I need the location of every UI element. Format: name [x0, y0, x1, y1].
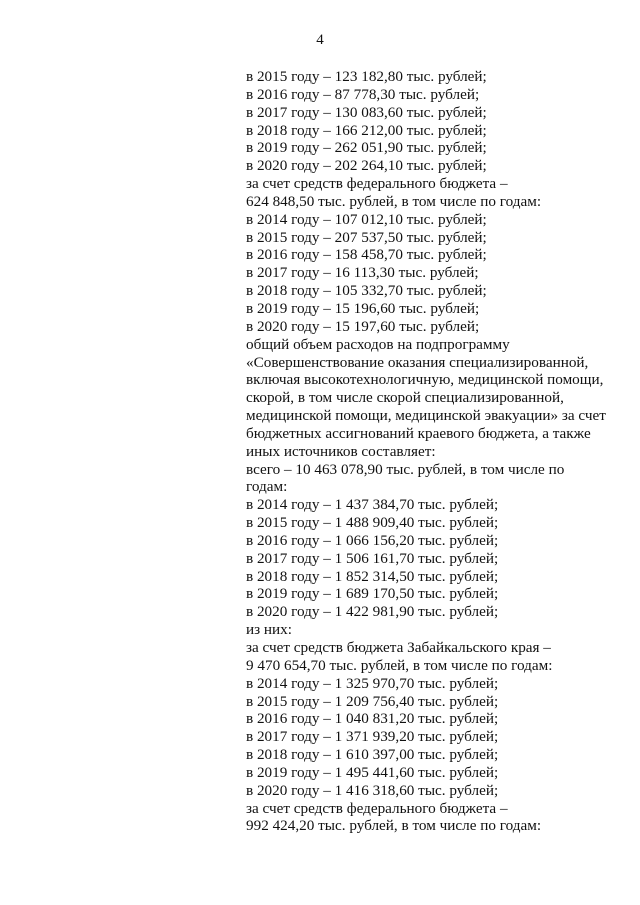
- text-line: в 2019 году – 262 051,90 тыс. рублей;: [246, 139, 487, 157]
- text-line: «Совершенствование оказания специализированной,: [246, 353, 589, 371]
- text-line: годам:: [246, 478, 288, 496]
- text-line: всего – 10 463 078,90 тыс. рублей, в том числе по: [246, 460, 565, 478]
- text-line: в 2017 году – 16 113,30 тыс. рублей;: [246, 264, 479, 282]
- text-line: в 2015 году – 1 209 756,40 тыс. рублей;: [246, 692, 499, 710]
- text-line: в 2020 году – 1 416 318,60 тыс. рублей;: [246, 781, 499, 799]
- budget-text-block: [246, 68, 626, 835]
- text-line: в 2018 году – 105 332,70 тыс. рублей;: [246, 282, 487, 300]
- text-line: медицинской помощи, медицинской эвакуации» за счет: [246, 407, 606, 425]
- text-line: в 2019 году – 1 689 170,50 тыс. рублей;: [246, 585, 499, 603]
- text-line: из них:: [246, 621, 292, 639]
- text-line: в 2020 году – 202 264,10 тыс. рублей;: [246, 157, 487, 175]
- text-line: за счет средств бюджета Забайкальского края –: [246, 639, 551, 656]
- text-line: в 2015 году – 207 537,50 тыс. рублей;: [246, 228, 487, 246]
- text-line: в 2014 году – 1 437 384,70 тыс. рублей;: [246, 496, 499, 514]
- text-line: в 2014 году – 1 325 970,70 тыс. рублей;: [246, 674, 499, 692]
- text-line: в 2020 году – 1 422 981,90 тыс. рублей;: [246, 603, 499, 621]
- text-line: за счет средств федерального бюджета –: [246, 175, 508, 193]
- text-line: в 2017 году – 1 371 939,20 тыс. рублей;: [246, 728, 499, 746]
- text-line: 624 848,50 тыс. рублей, в том числе по годам:: [246, 192, 542, 210]
- text-line: в 2016 году – 1 066 156,20 тыс. рублей;: [246, 531, 499, 549]
- text-line: 992 424,20 тыс. рублей, в том числе по годам:: [246, 817, 542, 835]
- text-line: в 2015 году – 123 182,80 тыс. рублей;: [246, 68, 487, 85]
- text-line: в 2018 году – 1 610 397,00 тыс. рублей;: [246, 746, 499, 764]
- text-line: в 2016 году – 1 040 831,20 тыс. рублей;: [246, 710, 499, 728]
- text-line: в 2016 году – 87 778,30 тыс. рублей;: [246, 85, 480, 103]
- text-line: 9 470 654,70 тыс. рублей, в том числе по годам:: [246, 656, 553, 674]
- text-line: скорой, в том числе скорой специализированной,: [246, 389, 564, 407]
- text-line: в 2015 году – 1 488 909,40 тыс. рублей;: [246, 514, 499, 532]
- text-line: общий объем расходов на подпрограмму: [246, 335, 510, 353]
- text-line: в 2018 году – 166 212,00 тыс. рублей;: [246, 121, 487, 139]
- text-line: в 2019 году – 1 495 441,60 тыс. рублей;: [246, 763, 499, 781]
- text-line: в 2020 году – 15 197,60 тыс. рублей;: [246, 317, 480, 335]
- text-line: в 2018 году – 1 852 314,50 тыс. рублей;: [246, 567, 499, 585]
- text-line: иных источников составляет:: [246, 442, 436, 460]
- text-line: в 2017 году – 130 083,60 тыс. рублей;: [246, 103, 487, 121]
- text-line: в 2016 году – 158 458,70 тыс. рублей;: [246, 246, 487, 264]
- text-line: включая высокотехнологичную, медицинской помощи,: [246, 371, 604, 389]
- text-line: в 2014 году – 107 012,10 тыс. рублей;: [246, 210, 487, 228]
- text-line: бюджетных ассигнований краевого бюджета, а также: [246, 424, 591, 442]
- text-line: в 2017 году – 1 506 161,70 тыс. рублей;: [246, 549, 499, 567]
- text-line: в 2019 году – 15 196,60 тыс. рублей;: [246, 299, 480, 317]
- text-line: за счет средств федерального бюджета –: [246, 799, 508, 817]
- page-number: 4: [316, 32, 324, 48]
